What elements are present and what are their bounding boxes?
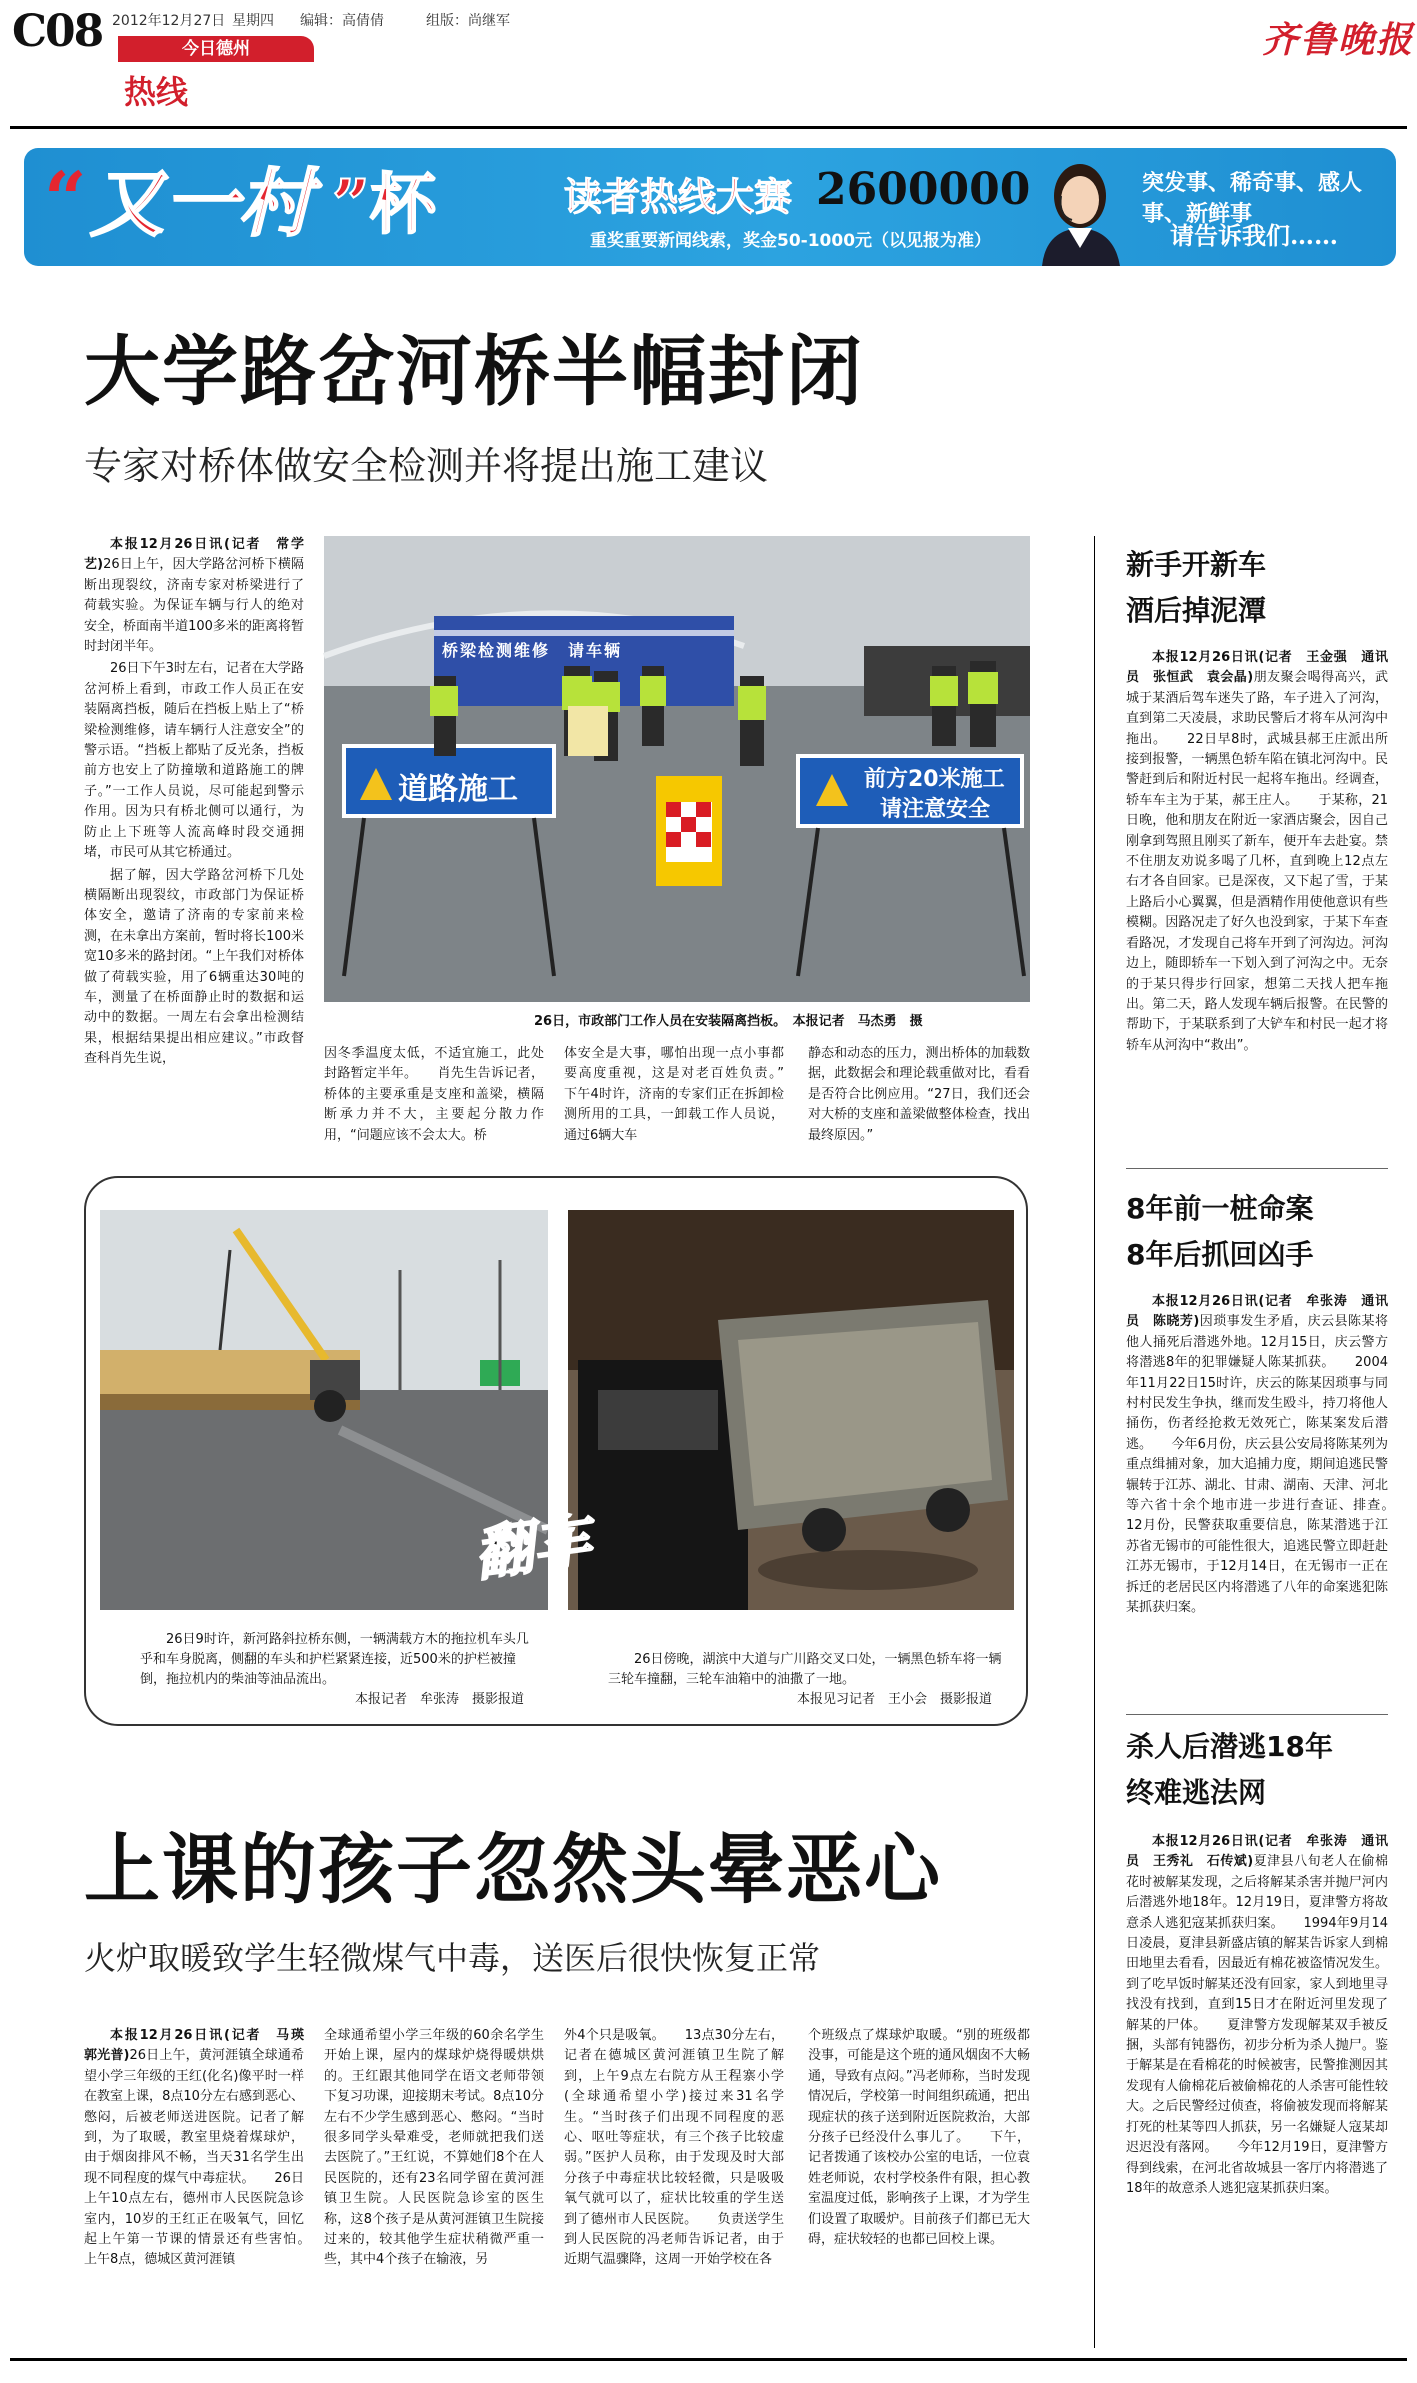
article2-title: 上课的孩子忽然头晕恶心 — [84, 1825, 942, 1914]
article2-subtitle: 火炉取暖致学生轻微煤气中毒，送医后很快恢复正常 — [84, 1939, 821, 1977]
photo-sign-ahead-a: 前方20米施工 — [864, 767, 1005, 792]
side3-byline: 本报12月26日讯(记者 牟张涛 通讯员 王秀礼 石传斌) — [1126, 1834, 1388, 1870]
article2-col2: 全球通希望小学三年级的60余名学生开始上课，屋内的煤球炉烧得暖烘烘的。王红跟其他同学在语文老师带领下复习功课，迎接期末考试。8点10分左右不少学生感到恶心、憋闷。“当时很多同学头晕难受，老师就把我们送去医院了。”王红说，不算她们8个在人民医院的，还有23名同学留在黄河涯镇卫生院。人民医院急诊室的医生称，这8个孩子是从黄河涯镇卫生院接过来的，较其他学生症状稍微严重一些，其中4个孩子在输液，另 — [324, 2028, 544, 2268]
article2-col1 — [84, 2026, 331, 2346]
side2-text: 因琐事发生矛盾，庆云县陈某将他人捅死后潜逃外地。12月15日，庆云警方将潜逃8年的犯罪嫌疑人陈某抓获。 2004年11月22日15时许，庆云的陈某因琐事与同村村民发生争执，继而发生殴斗，持刀将他人捅伤，伤者经抢救无效死亡，陈某案发后潜逃。 今年6月份，庆云县公安局将陈某列为重点缉捕对象，加大追捕力度，期间追逃民警辗转于江苏、湖北、甘肃、湖南、天津、河北等六省十余个地市进一步进行查证、排查。 12月份，民警获取重要信息，陈某潜逃于江苏省无锡市的可能性很大，追逃民警立即赶赴江苏无锡市，于12月14日，在无锡市一正在拆迁的老居民区内将潜逃了八年的命案逃犯陈某抓获归案。 — [1126, 1314, 1415, 1616]
side3-body — [1126, 1832, 1388, 2344]
tractor-credit: 本报记者 牟张涛 摄影报道 — [354, 1692, 524, 1707]
car-crash-photo — [568, 1210, 1014, 1610]
side1-title-line1: 新手开新车 — [1126, 548, 1267, 581]
section-tag: 今日德州 — [118, 36, 314, 62]
article2-col3: 外4个只是吸氧。 13点30分左右，记者在德城区黄河涯镇卫生院了解到，上午9点左右院方从王程寨小学(全球通希望小学)接过来31名学生。“当时孩子们出现不同程度的恶心、呕吐等症状，有三个孩子比较虚弱。”医护人员称，由于发现及时大部分孩子中毒症状比较轻微，只是吸吸氧气就可以了，症状比较重的学生送到了德州市人民医院。 负责送学生到人民医院的冯老师告诉记者，由于近期气温骤降，这周一开始学校在各 — [564, 2028, 784, 2268]
header-date: 2012年12月27日 — [112, 13, 226, 29]
side2-byline: 本报12月26日讯(记者 牟张涛 通讯员 陈晓芳) — [1126, 1294, 1388, 1330]
tractor-caption — [140, 1630, 536, 1710]
photo-banner-text: 桥梁检测维修 请车辆 — [442, 641, 623, 660]
photo-sign-ahead-b: 请注意安全 — [880, 797, 991, 822]
banner-brand-close: ”杯 — [332, 165, 436, 243]
bridge-photo — [324, 536, 1030, 1002]
bridge-photo-caption: 26日，市政部门工作人员在安装隔离挡板。 本报记者 马杰勇 摄 — [534, 1014, 923, 1029]
banner-contest: 读者热线大赛 — [564, 174, 793, 219]
photo-sign-road-work: 道路施工 — [398, 772, 518, 807]
article1-col3: 体安全是大事，哪怕出现一点小事都要高度重视，这是对老百姓负责。” 下午4时许，济南的专家们正在拆卸检测所用的工具，一卸载工作人员说，通过6辆大车 — [564, 1046, 811, 1143]
article1-para-2: 26日下午3时左右，记者在大学路岔河桥上看到，市政工作人员正在安装隔离挡板，随后在挡板上贴上了“桥梁检测维修，请车辆行人注意安全”的警示语。“挡板上都贴了反光条，挡板前方也安上了防撞墩和道路施工的牌子。”一工作人员说，尽可能起到警示作用。因为只有桥北侧可以通行，为防止上下班等人流高峰时段交通拥堵，市民可从其它桥通过。 — [84, 661, 304, 861]
article2-para-1: 26日上午，黄河涯镇全球通希望小学三年级的王红(化名)像平时一样在教室上课，8点10分左右感到恶心、憋闷，后被老师送进医院。记者了解到，为了取暖，教室里烧着煤球炉，由于烟囱排风不畅，当天31名学生出现不同程度的煤气中毒症状。 26日上午10点左右，德州市人民医院急诊室内，10岁的王红正在吸氧气，回忆起上午第一节课的情景还有些害怕。 上午8点，德城区黄河涯镇 — [84, 2048, 331, 2268]
article1-subtitle: 专家对桥体做安全检测并将提出施工建议 — [84, 444, 769, 488]
header-editor: 编辑：高倩倩 — [300, 13, 384, 29]
side3-title-line1: 杀人后潜逃18年 — [1126, 1730, 1333, 1763]
side3-text: 夏津县八旬老人在偷棉花时被解某发现，之后将解某杀害并抛尸河内后潜逃外地18年。12月19日，夏津警方将故意杀人逃犯寇某抓获归案。 1994年9月14日凌晨，夏津县新盛店镇的解某告诉家人到棉田地里去看看，因最近有棉花被盗情况发生。到了吃早饭时解某还没有回家，家人到地里寻找没有找到，直到15日才在附近河里发现了解某的尸体。 夏津警方发现解某双手被反捆，头部有钝器伤，初步分析为杀人抛尸。鉴于解某是在看棉花的时候被害，民警推测因其发现有人偷棉花后被偷棉花的人杀害可能性较大。之后民警经过侦查，将偷被发现而将解某打死的杜某等四人抓获，另一名嫌疑人寇某却迟迟没有落网。 今年12月19日，夏津警方得到线索，在河北省故城县一客厅内将潜逃了18年的故意杀人逃犯寇某抓获归案。 — [1126, 1854, 1388, 2196]
hotline-banner — [24, 148, 1396, 266]
article2-col4: 个班级点了煤球炉取暖。“别的班级都没事，可能是这个班的通风烟囱不大畅通，导致有点闷。”冯老师称，当时发现情况后，学校第一时间组织疏通，把出现症状的孩子送到附近医院救治，大部分孩子已经没什么事儿了。 下午，记者拨通了该校办公室的电话，一位袁姓老师说，农村学校条件有限，担心教室温度过低，影响孩子上课，才为学生们设置了取暖炉。目前孩子们都已无大碍，症状较轻的也都已回校上课。 — [808, 2028, 1030, 2248]
side1-text: 朋友聚会喝得高兴，武城于某酒后驾车迷失了路，车子进入了河沟，直到第二天凌晨，求助民警后才将车从河沟中拖出。 22日早8时，武城县郝王庄派出所接到报警，一辆黑色轿车陷在镇北河沟中。民警赶到后和附近村民一起将车拖出。经调查，轿车车主为于某，郝王庄人。 于某称，21日晚，他和朋友在附近一家酒店聚会，因自己刚拿到驾照且刚买了新车，便开车去赴宴。禁不住朋友劝说多喝了几杯，直到晚上12点左右才各自回家。已是深夜，又下起了雪，于某上路后小心翼翼，但是酒精作用使他意识有些模糊。因路况走了好久也没到家，于某下车查看路况，才发现自己将车开到了河沟边。河沟边上，随即轿车一下划入到了河沟之中。无奈的于某只得步行回家，想第二天找人把车拖出。第二天，路人发现车辆后报警。在民警的帮助下，于某联系到了大铲车和村民一起才将轿车从河沟中“救出”。 — [1126, 670, 1388, 1053]
side1-byline: 本报12月26日讯(记者 王金强 通讯员 张恒武 袁会晶) — [1126, 650, 1388, 686]
side2-body — [1126, 1292, 1415, 1704]
photo-box-label: 翻车 — [470, 1505, 595, 1589]
operator-figure — [1028, 156, 1128, 266]
side1-body — [1126, 648, 1388, 1208]
article1-byline: 本报12月26日讯(记者 常学艺) — [84, 537, 304, 573]
side2-title-line1: 8年前一桩命案 — [1126, 1192, 1314, 1225]
header-weekday: 星期四 — [232, 13, 274, 29]
sidebar-divider — [1094, 536, 1095, 2348]
article1-col1 — [84, 535, 304, 1145]
article2-byline: 本报12月26日讯(记者 马瑛 郭光普) — [84, 2028, 318, 2064]
side3-title-line2: 终难逃法网 — [1126, 1776, 1267, 1809]
article1-col2: 因冬季温度太低，不适宜施工，此处封路暂定半年。 肖先生告诉记者，桥体的主要承重是支座和盖梁，横隔断承力并不大，主要起分散力作用，“问题应该不会太大。桥 — [324, 1046, 544, 1143]
side-rule-2 — [1126, 1714, 1388, 1715]
paper-logo: 齐鲁晚报 — [1262, 19, 1415, 61]
tractor-caption-text: 26日9时许，新河路斜拉桥东侧，一辆满载方木的拖拉机车头几乎和车身脱离，侧翻的车头和护栏紧紧连接，近500米的护栏被撞倒，拖拉机内的柴油等油品流出。 — [140, 1632, 529, 1687]
side1-title-line2: 酒后掉泥潭 — [1126, 594, 1267, 627]
car-crash-credit: 本报见习记者 王小会 摄影报道 — [796, 1692, 992, 1707]
section-name: 热线 — [124, 73, 189, 111]
article1-para-3: 据了解，因大学路岔河桥下几处横隔断出现裂纹，市政部门为保证桥体安全，邀请了济南的专家前来检测，在未拿出方案前，暂时将长100米宽10多米的路封闭。“上午我们对桥体做了荷载实验，用了6辆重达30吨的车，测量了在桥面静止时的数据和运动中的数据。一周左右会拿出检测结果，根据结果提出相应建议。”市政督查科肖先生说， — [84, 867, 304, 1067]
car-crash-caption — [608, 1650, 1004, 1710]
banner-slogan-1: 突发事、稀奇事、感人事、新鲜事 — [1142, 170, 1363, 227]
banner-reward: 重奖重要新闻线索，奖金50-1000元（以见报为准） — [590, 231, 992, 251]
header-layout-editor: 组版：尚继军 — [426, 13, 510, 29]
article1-col4: 静态和动态的压力，测出桥体的加载数据，此数据会和理论载重做对比，看看是否符合比例应用。“27日，我们还会对大桥的支座和盖梁做整体检查，找出最终原因。” — [808, 1046, 1030, 1143]
footer-rule — [10, 2358, 1407, 2361]
page-code: C08 — [12, 6, 103, 57]
article1-title: 大学路岔河桥半幅封闭 — [84, 327, 864, 416]
article1-para-1: 26日上午，因大学路岔河桥下横隔断出现裂纹，济南专家对桥梁进行了荷载实验。为保证车辆与行人的绝对安全，桥面南半道100多米的距离将暂时封闭半年。 — [84, 557, 304, 655]
banner-brand: 又一村 — [90, 161, 312, 247]
banner-phone: 2600000 — [816, 164, 1031, 215]
side-rule-1 — [1126, 1168, 1388, 1169]
header-rule — [10, 126, 1407, 129]
side2-title-line2: 8年后抓回凶手 — [1126, 1238, 1314, 1271]
banner-slogan-2: 请告诉我们…… — [1170, 221, 1338, 250]
car-crash-caption-text: 26日傍晚，湖滨中大道与广川路交叉口处，一辆黑色轿车将一辆三轮车撞翻，三轮车油箱中的油撒了一地。 — [608, 1652, 1002, 1687]
banner-brand-open: “ — [44, 157, 87, 243]
